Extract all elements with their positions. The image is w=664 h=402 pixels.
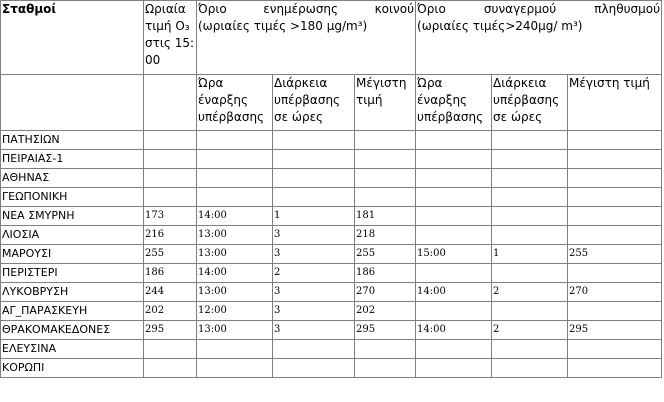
alert-start-time-cell xyxy=(416,169,492,188)
info-duration-cell xyxy=(273,359,355,378)
info-start-time-cell: 12:00 xyxy=(197,302,273,321)
info-duration-cell: 3 xyxy=(273,226,355,245)
info-max-cell xyxy=(355,188,416,207)
info-max-cell: 255 xyxy=(355,245,416,264)
alert-start-time-header xyxy=(416,75,492,131)
info-duration-cell: 2 xyxy=(273,264,355,283)
alert-max-cell: 270 xyxy=(568,283,662,302)
info-max-cell xyxy=(355,340,416,359)
info-start-time-header xyxy=(197,75,273,131)
info-duration-cell xyxy=(273,131,355,150)
alert-max-cell xyxy=(568,150,662,169)
table-row xyxy=(1,169,662,188)
stations-header-label: Σταθμοί xyxy=(2,2,57,16)
table-row xyxy=(1,321,662,340)
table-row xyxy=(1,150,662,169)
hourly-value-cell: 202 xyxy=(144,302,197,321)
hourly-value-cell: 216 xyxy=(144,226,197,245)
alert-duration-cell xyxy=(492,340,568,359)
stations-header xyxy=(1,1,144,75)
station-cell: ΠΕΙΡΑΙΑΣ-1 xyxy=(1,150,144,169)
station-cell: ΚΟΡΩΠΙ xyxy=(1,359,144,378)
alert-max-cell xyxy=(568,169,662,188)
alert-max-label: Μέγιστη τιμή xyxy=(569,76,650,90)
hourly-value-cell xyxy=(144,340,197,359)
hourly-value-cell: 244 xyxy=(144,283,197,302)
info-duration-cell xyxy=(273,150,355,169)
hourly-value-header-spacer xyxy=(144,75,197,131)
alert-start-time-cell: 15:00 xyxy=(416,245,492,264)
alert-duration-cell: 2 xyxy=(492,283,568,302)
public-info-threshold-header xyxy=(197,1,416,75)
station-cell: ΑΓ_ΠΑΡΑΣΚΕΥΗ xyxy=(1,302,144,321)
alert-max-cell xyxy=(568,302,662,321)
info-start-time-cell: 14:00 xyxy=(197,207,273,226)
hourly-value-cell xyxy=(144,131,197,150)
table-row xyxy=(1,359,662,378)
table-row xyxy=(1,207,662,226)
info-start-time-cell: 13:00 xyxy=(197,321,273,340)
population-alert-threshold-subtitle: (ωριαίες τιμές>240μg/ m³) xyxy=(417,19,583,33)
alert-start-time-cell xyxy=(416,131,492,150)
table-row xyxy=(1,340,662,359)
hourly-value-cell xyxy=(144,150,197,169)
station-cell: ΠΕΡΙΣΤΕΡΙ xyxy=(1,264,144,283)
population-alert-threshold-title: Όριο συναγερμού πληθυσμού xyxy=(417,2,661,16)
station-cell: ΘΡΑΚΟΜΑΚΕΔΟΝΕΣ xyxy=(1,321,144,340)
hourly-value-cell xyxy=(144,169,197,188)
info-max-cell xyxy=(355,150,416,169)
station-cell: ΛΥΚΟΒΡΥΣΗ xyxy=(1,283,144,302)
alert-start-time-cell xyxy=(416,188,492,207)
info-start-time-cell xyxy=(197,359,273,378)
info-duration-header xyxy=(273,75,355,131)
alert-max-cell xyxy=(568,264,662,283)
info-start-time-cell: 13:00 xyxy=(197,245,273,264)
info-duration-cell: 1 xyxy=(273,207,355,226)
hourly-value-header xyxy=(144,1,197,75)
alert-duration-label: Διάρκεια υπέρβασης σε ώρες xyxy=(493,76,560,124)
info-max-cell xyxy=(355,131,416,150)
hourly-value-cell: 186 xyxy=(144,264,197,283)
info-duration-cell xyxy=(273,169,355,188)
hourly-value-cell xyxy=(144,188,197,207)
alert-max-cell: 295 xyxy=(568,321,662,340)
info-max-cell xyxy=(355,359,416,378)
alert-duration-cell xyxy=(492,264,568,283)
info-start-time-cell: 13:00 xyxy=(197,283,273,302)
alert-duration-cell xyxy=(492,207,568,226)
station-cell: ΑΘΗΝΑΣ xyxy=(1,169,144,188)
alert-start-time-cell xyxy=(416,207,492,226)
alert-max-cell xyxy=(568,340,662,359)
info-duration-cell xyxy=(273,340,355,359)
alert-start-time-label: Ώρα έναρξης υπέρβασης xyxy=(417,76,484,124)
info-start-time-cell: 13:00 xyxy=(197,226,273,245)
alert-duration-cell xyxy=(492,226,568,245)
alert-max-cell xyxy=(568,359,662,378)
alert-max-cell xyxy=(568,226,662,245)
public-info-threshold-title: Όριο ενημέρωσης κοινού xyxy=(198,2,415,16)
alert-duration-cell xyxy=(492,150,568,169)
alert-start-time-cell xyxy=(416,264,492,283)
station-cell: ΕΛΕΥΣΙΝΑ xyxy=(1,340,144,359)
table-row xyxy=(1,283,662,302)
alert-duration-cell xyxy=(492,131,568,150)
alert-max-cell xyxy=(568,207,662,226)
alert-start-time-cell xyxy=(416,302,492,321)
info-duration-cell xyxy=(273,188,355,207)
info-duration-cell: 3 xyxy=(273,283,355,302)
alert-duration-cell xyxy=(492,359,568,378)
station-cell: ΠΑΤΗΣΙΩΝ xyxy=(1,131,144,150)
station-cell: ΓΕΩΠΟΝΙΚΗ xyxy=(1,188,144,207)
info-max-label: Μέγιστη τιμή xyxy=(356,76,407,107)
info-duration-cell: 3 xyxy=(273,302,355,321)
info-max-cell: 202 xyxy=(355,302,416,321)
table-row xyxy=(1,302,662,321)
info-max-cell: 181 xyxy=(355,207,416,226)
alert-max-cell: 255 xyxy=(568,245,662,264)
alert-start-time-cell: 14:00 xyxy=(416,321,492,340)
alert-max-cell xyxy=(568,188,662,207)
info-max-cell: 218 xyxy=(355,226,416,245)
hourly-value-header-label: Ωριαία τιμή Ο₃ στις 15:00 xyxy=(145,2,195,67)
alert-duration-header xyxy=(492,75,568,131)
info-duration-cell: 3 xyxy=(273,321,355,340)
hourly-value-cell xyxy=(144,359,197,378)
info-duration-cell: 3 xyxy=(273,245,355,264)
info-max-cell: 270 xyxy=(355,283,416,302)
info-start-time-cell xyxy=(197,188,273,207)
alert-start-time-cell xyxy=(416,340,492,359)
info-max-cell xyxy=(355,169,416,188)
alert-duration-cell: 2 xyxy=(492,321,568,340)
header-row-secondary xyxy=(1,75,662,131)
population-alert-threshold-header xyxy=(416,1,662,75)
table-row xyxy=(1,264,662,283)
info-start-time-cell xyxy=(197,340,273,359)
info-max-cell: 186 xyxy=(355,264,416,283)
info-max-cell: 295 xyxy=(355,321,416,340)
alert-start-time-cell xyxy=(416,150,492,169)
station-cell: ΛΙΟΣΙΑ xyxy=(1,226,144,245)
station-cell: ΝΕΑ ΣΜΥΡΝΗ xyxy=(1,207,144,226)
table-row xyxy=(1,226,662,245)
alert-start-time-cell: 14:00 xyxy=(416,283,492,302)
header-row-primary xyxy=(1,1,662,75)
info-max-header xyxy=(355,75,416,131)
alert-duration-cell xyxy=(492,169,568,188)
info-start-time-cell xyxy=(197,150,273,169)
info-start-time-cell xyxy=(197,169,273,188)
table-row xyxy=(1,131,662,150)
alert-duration-cell: 1 xyxy=(492,245,568,264)
station-cell: ΜΑΡΟΥΣΙ xyxy=(1,245,144,264)
info-start-time-cell: 14:00 xyxy=(197,264,273,283)
alert-start-time-cell xyxy=(416,226,492,245)
stations-header-spacer xyxy=(1,75,144,131)
public-info-threshold-subtitle: (ωριαίες τιμές >180 μg/m³) xyxy=(198,19,368,33)
table-row xyxy=(1,188,662,207)
alert-duration-cell xyxy=(492,302,568,321)
info-start-time-cell xyxy=(197,131,273,150)
alert-start-time-cell xyxy=(416,359,492,378)
alert-max-cell xyxy=(568,131,662,150)
info-duration-label: Διάρκεια υπέρβασης σε ώρες xyxy=(274,76,341,124)
hourly-value-cell: 173 xyxy=(144,207,197,226)
alert-duration-cell xyxy=(492,188,568,207)
table-body xyxy=(1,131,662,378)
info-start-time-label: Ώρα έναρξης υπέρβασης xyxy=(198,76,265,124)
hourly-value-cell: 255 xyxy=(144,245,197,264)
hourly-value-cell: 295 xyxy=(144,321,197,340)
table-row xyxy=(1,245,662,264)
alert-max-header xyxy=(568,75,662,131)
